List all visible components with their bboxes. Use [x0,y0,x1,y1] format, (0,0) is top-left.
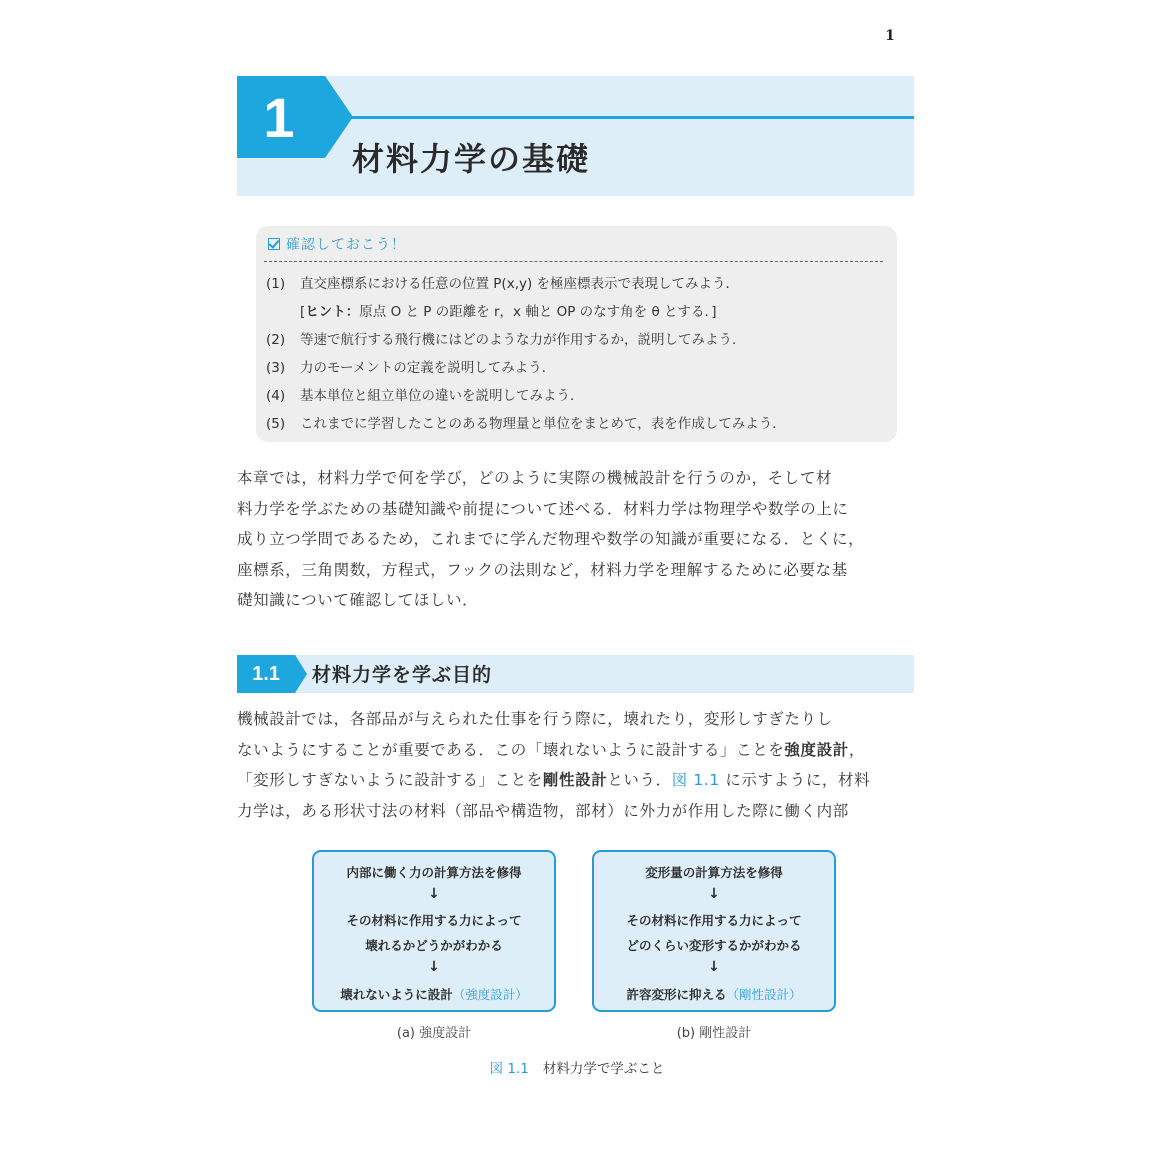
paragraph-line: 「変形しすぎないように設計する」ことを剛性設計という．図 1.1 に示すように，材料 [237,771,871,789]
figure-reference-link[interactable]: 図 1.1 [671,771,720,789]
figure-tag: （剛性設計） [726,987,802,1002]
down-arrow-icon: ↓ [708,886,720,902]
check-item-text: これまでに学習したことのある物理量と単位をまとめて，表を作成してみよう． [300,416,786,432]
figure-text: どのくらい変形するかがわかる [626,938,802,953]
figure-text: 壊れないように設計（強度設計） [340,987,528,1002]
paragraph-line: 料力学を学ぶための基礎知識や前提について述べる．材料力学は物理学や数学の上に [237,499,849,518]
figure-text: その材料に作用する力によって [346,913,522,928]
section-number: 1.1 [252,663,280,685]
check-item-text: 基本単位と組立単位の違いを説明してみよう． [300,388,584,404]
page-number: 1 [885,28,895,44]
check-item-number: (3) [266,360,286,376]
check-item [266,410,886,438]
chapter-number: 1 [263,86,295,149]
check-heading-text: 確認しておこう！ [286,237,406,253]
intro-paragraph [237,463,917,616]
chapter-header-rule [345,116,914,119]
check-item-hint [266,298,886,326]
check-item-text: 直交座標系における任意の位置 P(x,y) を極座標表示で表現してみよう． [300,276,740,292]
figure-caption-text: 材料力学で学ぶこと [542,1061,665,1077]
check-item [266,270,886,298]
figure-sublabel: (a) 強度設計 [396,1026,472,1041]
down-arrow-icon: ↓ [428,959,440,975]
term-stiffness-design: 剛性設計 [542,771,608,789]
check-item-number: (1) [266,276,286,292]
paragraph-line: 成り立つ学問であるため，これまでに学んだ物理や数学の知識が重要になる．とくに， [237,530,865,548]
check-divider [264,261,883,262]
figure-box-stiffness [592,850,836,1012]
check-item [266,326,886,354]
paragraph-line: 礎知識について確認してほしい． [237,591,479,609]
check-item-number: (2) [266,332,286,348]
hint-label: ヒント： [305,304,360,320]
figure-text: 内部に働く力の計算方法を修得 [346,865,522,880]
down-arrow-icon: ↓ [428,886,440,902]
section-title: 材料力学を学ぶ目的 [312,664,493,686]
figure-box-strength [312,850,556,1012]
paragraph-line: 機械設計では，各部品が与えられた仕事を行う際に，壊れたり，変形しすぎたりし [237,710,833,728]
figure-text: 許容変形に抑える（剛性設計） [626,987,802,1002]
check-item-text: 力のモーメントの定義を説明してみよう． [300,360,556,376]
check-box [256,226,897,442]
down-arrow-icon: ↓ [708,959,720,975]
section-paragraph [237,704,917,826]
figure-caption [237,1057,917,1077]
checkbox-icon [268,238,280,250]
figure-tag: （強度設計） [452,987,528,1002]
figure-text: その材料に作用する力によって [626,913,802,928]
hint-open-bracket: [ [300,304,306,320]
hint-text: 原点 O と P の距離を r，x 軸と OP のなす角を θ とする．] [359,304,717,320]
figure-sublabel: (b) 剛性設計 [676,1026,752,1041]
chapter-title: 材料力学の基礎 [352,140,591,178]
check-item [266,354,886,382]
paragraph-line: 本章では，材料力学で何を学び，どのように実際の機械設計を行うのか，そして材 [237,469,833,487]
term-strength-design: 強度設計 [784,740,849,759]
check-item-number: (4) [266,388,286,404]
check-list [266,270,886,438]
check-heading [268,234,406,254]
paragraph-line: ないようにすることが重要である．この「壊れないように設計する」ことを強度設計， [237,740,865,759]
check-item-text: 等速で航行する飛行機にはどのような力が作用するか，説明してみよう． [300,332,746,348]
check-item [266,382,886,410]
figure-caption-label: 図 1.1 [489,1061,529,1077]
paragraph-line: 力学は，ある形状寸法の材料（部品や構造物，部材）に外力が作用した際に働く内部 [237,801,849,820]
figure-text: 壊れるかどうかがわかる [365,938,503,953]
paragraph-line: 座標系，三角関数，方程式，フックの法則など，材料力学を理解するために必要な基 [237,560,848,579]
figure-text: 変形量の計算方法を修得 [645,865,783,880]
check-item-number: (5) [266,416,286,432]
